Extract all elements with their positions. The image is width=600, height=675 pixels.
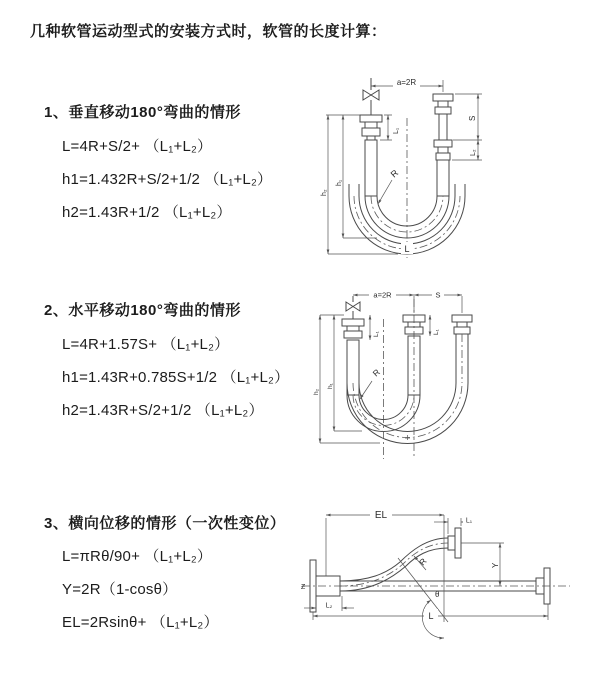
section-2-formula-1: L=4R+1.57S+ （L₁+L₂） bbox=[62, 336, 230, 353]
angle-construction bbox=[398, 515, 448, 638]
d1-label-a2r: a=2R bbox=[396, 78, 417, 87]
d3-label-r: R bbox=[417, 556, 429, 568]
diagram-horizontal-180-bend bbox=[310, 283, 590, 473]
d1-label-h1: h₁ bbox=[336, 179, 343, 186]
d3-label-y: Y bbox=[491, 562, 500, 568]
d3-label-l2: L₂ bbox=[325, 602, 333, 610]
d2-label-r: R bbox=[370, 366, 382, 379]
right-flange-fitting bbox=[452, 315, 472, 383]
left-flange-fitting bbox=[342, 319, 364, 338]
d1-label-l: L bbox=[404, 244, 410, 254]
section-3-formula-2: Y=2R（1-cosθ） bbox=[62, 581, 178, 598]
d1-label-h2: h₂ bbox=[321, 189, 328, 196]
diagram-vertical-180-bend bbox=[310, 66, 590, 263]
d3-label-el: EL bbox=[374, 510, 388, 521]
d1-label-l2: L₂ bbox=[470, 149, 477, 156]
section-3-heading: 3、横向位移的情形（一次性变位） bbox=[44, 515, 286, 532]
dimension-lines bbox=[321, 77, 482, 254]
d1-label-s: S bbox=[468, 115, 477, 121]
dimension-lines bbox=[313, 290, 462, 443]
d2-label-l1a: L₁ bbox=[373, 331, 380, 337]
d2-label-a2r: a=2R bbox=[373, 290, 392, 300]
section-1-formula-3: h2=1.43R+1/2 （L₁+L₂） bbox=[62, 204, 232, 221]
right-flange-fitting bbox=[433, 94, 453, 160]
valve-icon bbox=[363, 78, 379, 115]
section-1-heading: 1、垂直移动180°弯曲的情形 bbox=[44, 104, 241, 121]
section-2-formula-3: h2=1.43R+S/2+1/2 （L₁+L₂） bbox=[62, 402, 264, 419]
section-3-formula-3: EL=2Rsinθ+ （L₁+L₂） bbox=[62, 614, 219, 631]
section-3-formula-1: L=πRθ/90+ （L₁+L₂） bbox=[62, 548, 213, 565]
section-1-formula-1: L=4R+S/2+ （L₁+L₂） bbox=[62, 138, 213, 155]
d3-label-theta: θ bbox=[435, 590, 440, 599]
diagram-lateral-displacement bbox=[298, 496, 600, 648]
braided-hose-right bbox=[437, 160, 449, 196]
left-flange-fitting bbox=[360, 115, 382, 140]
d2-label-h1: h₁ bbox=[327, 383, 334, 389]
s-curve-hose bbox=[340, 528, 461, 591]
d3-label-l: L bbox=[428, 611, 434, 621]
section-2-heading: 2、水平移动180°弯曲的情形 bbox=[44, 302, 241, 319]
centerline-mark: Ƶ bbox=[301, 584, 306, 591]
d3-label-l1: L₁ bbox=[465, 517, 473, 525]
section-2-formula-2: h1=1.43R+0.785S+1/2 （L₁+L₂） bbox=[62, 369, 290, 386]
section-1-formula-2: h1=1.432R+S/2+1/2 （L₁+L₂） bbox=[62, 171, 273, 188]
braided-hose-left bbox=[365, 140, 377, 196]
d1-label-r: R bbox=[388, 167, 401, 180]
d2-label-s: S bbox=[435, 290, 441, 300]
d1-label-l1: L₁ bbox=[393, 127, 400, 134]
centerlines bbox=[384, 299, 415, 459]
d2-label-l1b: L₁ bbox=[433, 329, 440, 335]
d2-label-h2: h₂ bbox=[313, 388, 320, 395]
page-title: 几种软管运动型式的安装方式时，软管的长度计算： bbox=[30, 23, 387, 40]
